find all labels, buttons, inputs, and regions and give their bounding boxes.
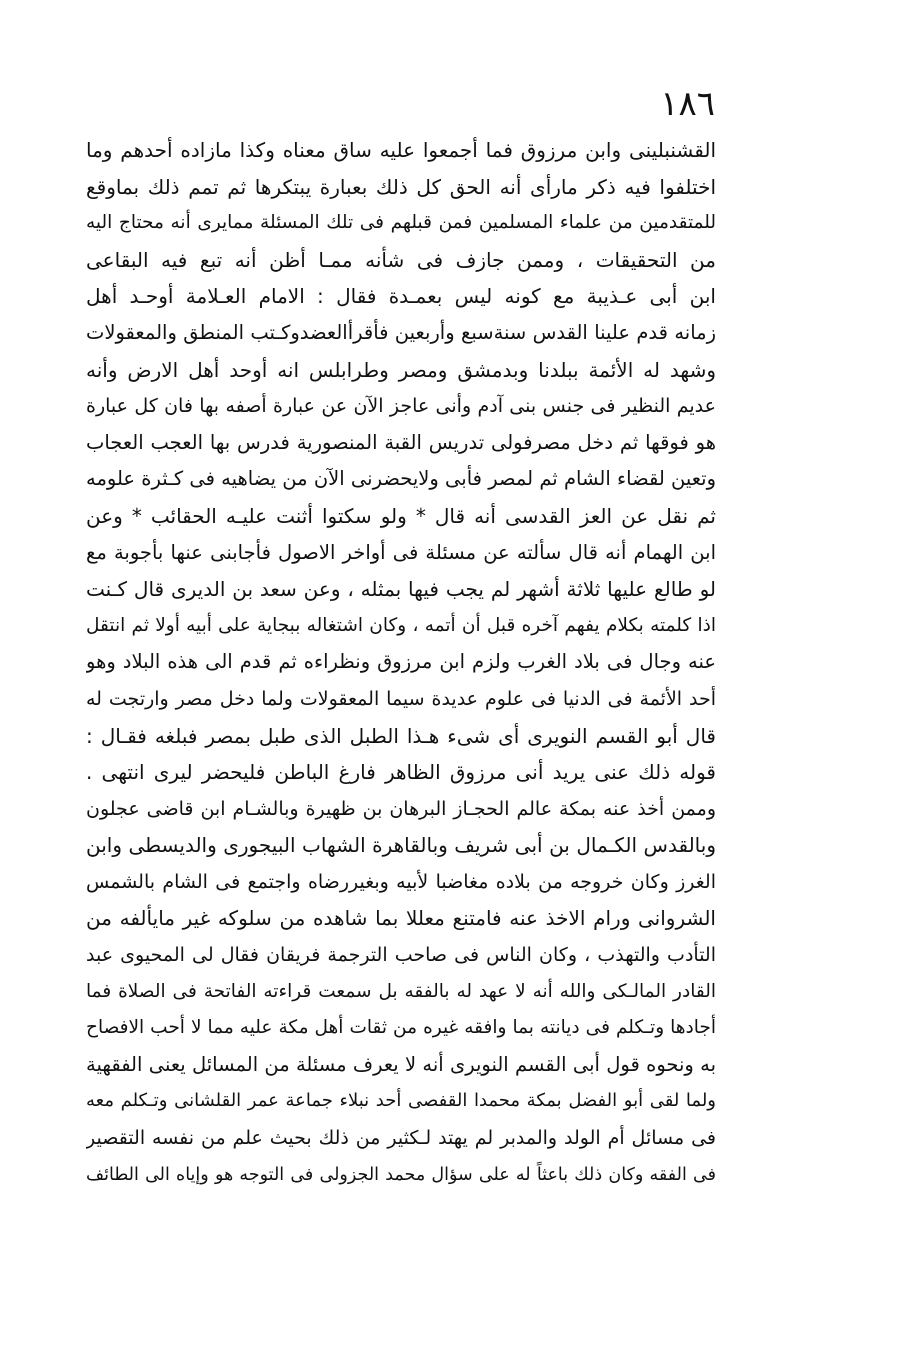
text-line: التأدب والتهذب ، وكان الناس فى صاحب الترجمة فريقان فقال لى المحيوى عبد xyxy=(86,944,716,967)
text-line: أجادها وتـكلم فى ديانته بما وافقه غيره من ثقات أهل مكة عليه مما لا أحب الافصاح xyxy=(86,1017,716,1039)
text-line: فى مسائل أم الولد والمدبر لم يهتد لـكثير من ذلك بحيث علم من نفسه التقصير xyxy=(86,1127,716,1150)
text-line: اذا كلمته بكلام يفهم آخره قبل أن أتمه ، وكان اشتغاله ببجاية على أبيه أولا ثم انتقل xyxy=(86,614,716,636)
text-line: من التحقيقات ، وممن جازف فى شأنه ممـا أظن أنه تبع فيه البقاعى xyxy=(86,247,716,272)
text-line: قوله ذلك عنى يريد أنى مرزوق الظاهر فارغ الباطن فليحضر ليرى انتهى . xyxy=(86,760,716,785)
text-line: فى الفقه وكان ذلك باعثاً له على سؤال محمد الجزولى فى التوجه هو وإياه الى الطائف xyxy=(86,1164,716,1185)
page-number: ١٨٦ xyxy=(660,84,715,124)
text-line: ولما لقى أبو الفضل بمكة محمدا القفصى أحد نبلاء جماعة عمر القلشانى وتـكلم معه xyxy=(86,1090,716,1112)
text-line: قال أبو القسم النويرى أى شىء هـذا الطبل الذى طبل بمصر فبلغه فقـال : xyxy=(86,723,716,748)
text-line: وتعين لقضاء الشام ثم لمصر فأبى ولايحضرنى الآن من يضاهيه فى كـثرة علومه xyxy=(86,467,716,491)
text-line: الشروانى ورام الاخذ عنه فامتنع معللا بما شاهده من سلوكه غير مايألفه من xyxy=(86,906,716,931)
body-text xyxy=(86,132,716,1193)
text-line: زمانه قدم علينا القدس سنةسبع وأربعين فأقرأالعضدوكـتب المنطق والمعقولات xyxy=(86,320,716,344)
text-line: لو طالع عليها ثلاثة أشهر لم يجب فيها بمثله ، وعن سعد بن الديرى قال كـنت xyxy=(86,577,716,602)
text-line: للمتقدمين من علماء المسلمين فمن قبلهم فى تلك المسئلة ممايرى أنه محتاج اليه xyxy=(86,212,716,234)
text-line: ابن أبى عـذيبة مع كونه ليس بعمـدة فقال : الامام العـلامة أوحـد أهل xyxy=(86,284,716,309)
text-line: وممن أخذ عنه بمكة عالم الحجـاز البرهان بن ظهيرة وبالشـام ابن قاضى عجلون xyxy=(86,797,716,820)
text-line: به ونحوه قول أبى القسم النويرى أنه لا يعرف مسئلة من المسائل يعنى الفقهية xyxy=(86,1052,716,1076)
text-line: ثم نقل عن العز القدسى أنه قال * ولو سكتوا أثنت عليـه الحقائب * وعن xyxy=(86,503,716,528)
text-line: القادر المالـكى والله أنه لا عهد له بالفقه بل سمعت قراءته الفاتحة فى الصلاة فما xyxy=(86,980,716,1002)
text-line: ابن الهمام أنه قال سألته عن مسئلة فى أواخر الاصول فأجابنى عنها بأجوبة مع xyxy=(86,540,716,564)
text-line: عنه وجال فى بلاد الغرب ولزم ابن مرزوق ونظراءه ثم قدم الى هذه البلاد وهو xyxy=(86,650,716,674)
text-line: اختلفوا فيه ذكر مارأى أنه الحق كل ذلك بعبارة يبتكرها ثم تمم ذلك بماوقع xyxy=(86,174,716,199)
text-line: عديم النظير فى جنس بنى آدم وأنى عاجز الآن عن عبارة أصفه بها فان كل عبارة xyxy=(86,395,716,418)
text-line: وشهد له الأئمة ببلدنا وبدمشق ومصر وطرابلس انه أوحد أهل الارض وأنه xyxy=(86,357,716,382)
text-line: هو فوقها ثم دخل مصرفولى تدريس القبة المنصورية فدرس بها العجب العجاب xyxy=(86,430,716,454)
text-line: الغرز وكان خروجه من بلاده مغاضبا لأبيه وبغيررضاه واجتمع فى الشام بالشمس xyxy=(86,870,716,893)
text-line: وبالقدس الكـمال بن أبى شريف وبالقاهرة الشهاب البيجورى والديسطى وابن xyxy=(86,833,716,858)
text-line: أحد الأئمة فى الدنيا فى علوم عديدة سيما المعقولات ولما دخل مصر وارتجت له xyxy=(86,687,716,710)
text-line: القشنبلينى وابن مرزوق فما أجمعوا عليه ساق معناه وكذا مازاده أحدهم وما xyxy=(86,138,716,162)
